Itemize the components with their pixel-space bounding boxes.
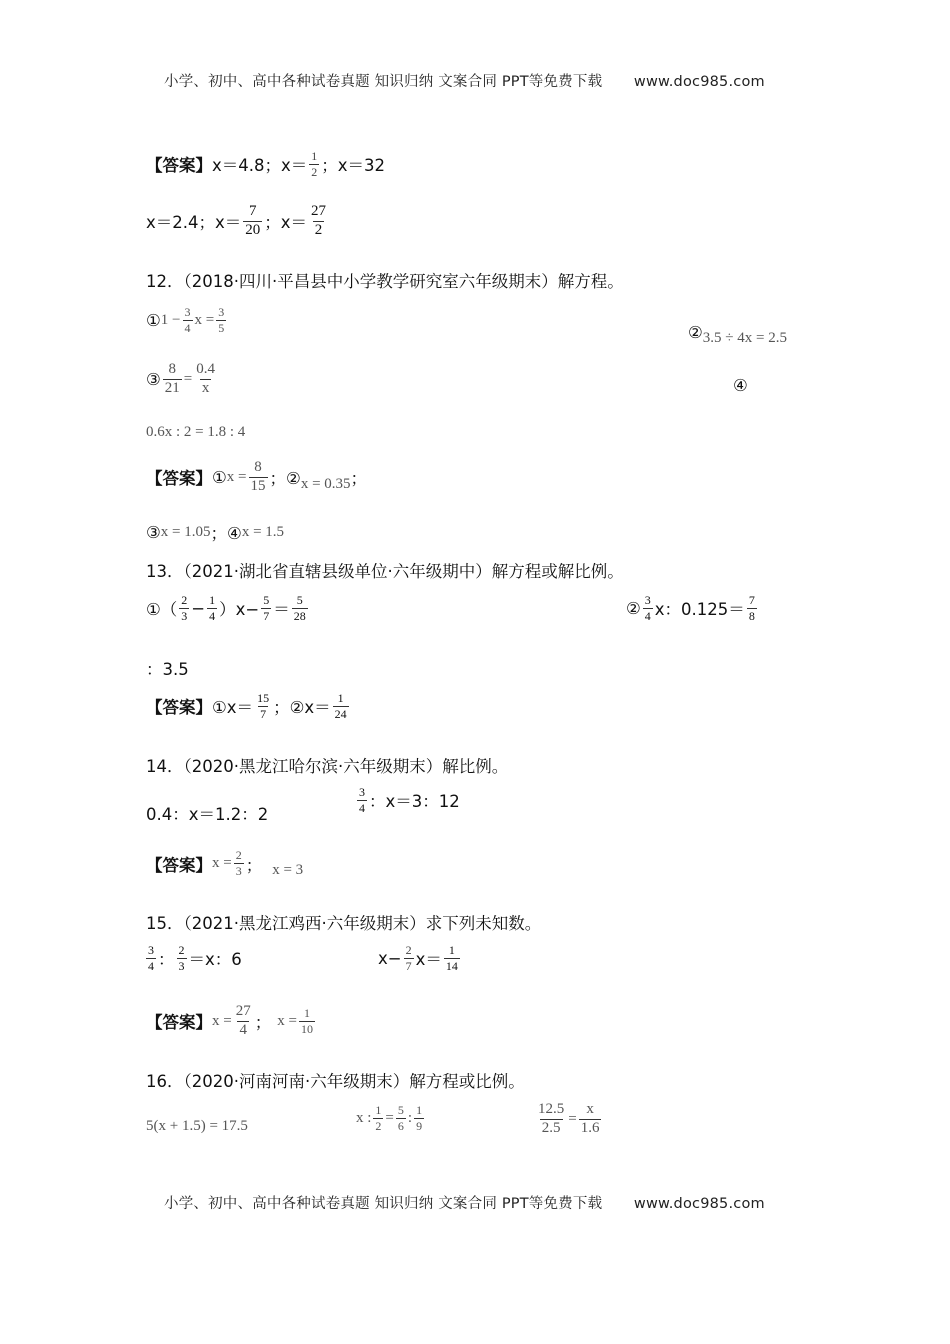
fraction: $\frac{1}{2}$	[311, 149, 318, 179]
eq-text: x−	[378, 948, 402, 968]
fraction: $\frac{5}{7}$	[263, 593, 270, 623]
eq-text: x＝	[415, 950, 442, 970]
equation: x = 0.35	[300, 475, 351, 492]
fraction: $\frac{3}{4}$	[184, 305, 191, 335]
q12-eq1	[146, 306, 228, 334]
fraction: $\frac{3}{4}$	[644, 593, 651, 623]
q13-eq2-cont: ：3.5	[146, 660, 189, 679]
q12-answer1	[146, 460, 367, 495]
eq-text: −	[191, 598, 206, 618]
footer-text: 小学、初中、高中各种试卷真题 知识归纳 文案合同 PPT等免费下载	[164, 1196, 603, 1212]
header-url[interactable]: www.doc985.com	[633, 74, 765, 90]
fraction: $\frac{15}{7}$	[257, 691, 270, 721]
eq-text: ②	[626, 598, 641, 618]
fraction: $\frac{8}{21}$	[164, 361, 180, 396]
q16-eq2: x : $\frac{1}{2}$ = $\frac{5}{6}$ : $\frac{1}{9}$	[356, 1103, 423, 1133]
fraction: $\frac{x}{1.6}$	[580, 1101, 600, 1136]
equation: x = 3	[272, 862, 304, 878]
header-text: 小学、初中、高中各种试卷真题 知识归纳 文案合同 PPT等免费下载	[164, 74, 603, 90]
equation: x = $\frac{8}{15}$	[226, 459, 266, 494]
q13-eq1	[146, 594, 310, 622]
q11-answer-line1	[146, 150, 385, 178]
q15-eq1	[144, 944, 242, 972]
marker: ①	[212, 467, 227, 487]
fraction: $\frac{1}{14}$	[445, 943, 458, 973]
answer-label: 【答案】	[146, 156, 212, 176]
fraction: $\frac{7}{20}$	[245, 203, 261, 238]
eq-text: x：0.125＝	[654, 600, 745, 620]
equation: x = 1.05	[160, 523, 211, 540]
answer-label: 【答案】	[146, 855, 212, 875]
fraction: $\frac{5}{6}$	[397, 1103, 404, 1133]
fraction: $\frac{2}{3}$	[235, 848, 242, 878]
page-header	[164, 70, 765, 91]
q13-title: 13．（2021·湖北省直辖县级单位·六年级期中）解方程或解比例。	[146, 562, 624, 581]
fraction: $\frac{3}{4}$	[359, 785, 365, 815]
equation: 1 − $\frac{3}{4}$ x = $\frac{3}{5}$	[160, 305, 225, 335]
eq-text: ①（	[146, 600, 178, 620]
marker: ②	[688, 323, 703, 342]
q15-eq2	[378, 944, 462, 972]
answer-text: ；②	[269, 469, 301, 489]
q13-answer	[146, 692, 351, 720]
fraction: $\frac{2}{7}$	[405, 943, 412, 973]
fraction: $\frac{1}{9}$	[416, 1103, 423, 1133]
answer-text: ；④	[210, 524, 242, 543]
q14-title: 14．（2020·黑龙江哈尔滨·六年级期末）解比例。	[146, 757, 509, 776]
eq-text: ：x＝3：12	[369, 792, 460, 812]
marker: ③	[146, 522, 161, 542]
q11-answer-line2	[146, 204, 330, 239]
equation: 3.5 ÷ 4x = 2.5	[702, 330, 787, 346]
q12-answer2	[146, 520, 284, 544]
answer-label: 【答案】	[146, 698, 212, 718]
answer-label: 【答案】	[146, 1013, 212, 1033]
fraction: $\frac{5}{28}$	[293, 593, 306, 623]
eq-text: ）x−	[219, 600, 260, 620]
q12-title: 12．（2018·四川·平昌县中小学教学研究室六年级期末）解方程。	[146, 272, 624, 291]
fraction: $\frac{1}{2}$	[375, 1103, 382, 1133]
answer-text: ；	[245, 855, 263, 875]
fraction: $\frac{12.5}{2.5}$	[538, 1101, 565, 1136]
q12-eq2	[688, 318, 787, 347]
equation: x = $\frac{1}{10}$	[277, 1006, 313, 1036]
fraction: $\frac{3}{4}$	[148, 943, 154, 973]
answer-text: x＝4.8；x＝	[212, 156, 308, 176]
eq-text: ：	[158, 950, 175, 970]
answer-label: 【答案】	[146, 469, 212, 489]
answer-text: ；x＝	[264, 213, 308, 233]
eq-text: ＝	[273, 600, 290, 620]
q12-eq4: 0.6x : 2 = 1.8 : 4	[146, 424, 246, 440]
fraction: $\frac{2}{3}$	[178, 943, 185, 973]
fraction: $\frac{7}{8}$	[748, 593, 755, 623]
q16-eq1: 5(x + 1.5) = 17.5	[146, 1118, 248, 1134]
q12-eq3	[146, 362, 219, 397]
fraction: $\frac{3}{5}$	[218, 305, 225, 335]
marker: ①	[146, 310, 161, 330]
q15-answer	[146, 1004, 317, 1039]
q14-eq2	[355, 786, 460, 814]
equation: $\frac{8}{21}$ = $\frac{0.4}{x}$	[164, 361, 216, 396]
marker: ③	[146, 369, 161, 389]
equation: x = $\frac{2}{3}$	[212, 848, 242, 878]
footer-url[interactable]: www.doc985.com	[633, 1196, 765, 1212]
q14-eq1: 0.4：x＝1.2：2	[146, 805, 269, 824]
q13-eq2	[626, 594, 759, 622]
equation: x = $\frac{27}{4}$	[212, 1003, 251, 1038]
fraction: $\frac{8}{15}$	[250, 459, 266, 494]
fraction: $\frac{1}{4}$	[209, 593, 216, 623]
q14-answer	[146, 848, 303, 879]
fraction: $\frac{1}{10}$	[300, 1006, 313, 1036]
answer-text: ；	[254, 1013, 272, 1033]
answer-text: x＝2.4；x＝	[146, 213, 242, 233]
fraction: $\frac{0.4}{x}$	[196, 361, 216, 396]
equation: x = 1.5	[241, 523, 285, 540]
answer-text: ；	[350, 469, 368, 489]
answer-text: ；②x＝	[273, 698, 331, 718]
q12-marker4: ④	[733, 376, 748, 395]
eq-text: ＝x：6	[188, 950, 242, 970]
fraction: $\frac{27}{2}$	[311, 203, 327, 238]
q16-title: 16．（2020·河南河南·六年级期末）解方程或比例。	[146, 1072, 525, 1091]
page-footer	[164, 1192, 765, 1213]
q15-title: 15．（2021·黑龙江鸡西·六年级期末）求下列未知数。	[146, 914, 542, 933]
fraction: $\frac{27}{4}$	[235, 1003, 251, 1038]
fraction: $\frac{1}{24}$	[334, 691, 347, 721]
answer-text: ；x＝32	[321, 156, 386, 176]
q16-eq3: $\frac{12.5}{2.5}$ = $\frac{x}{1.6}$	[538, 1101, 600, 1136]
answer-text: ①x＝	[212, 698, 254, 718]
fraction: $\frac{2}{3}$	[181, 593, 188, 623]
